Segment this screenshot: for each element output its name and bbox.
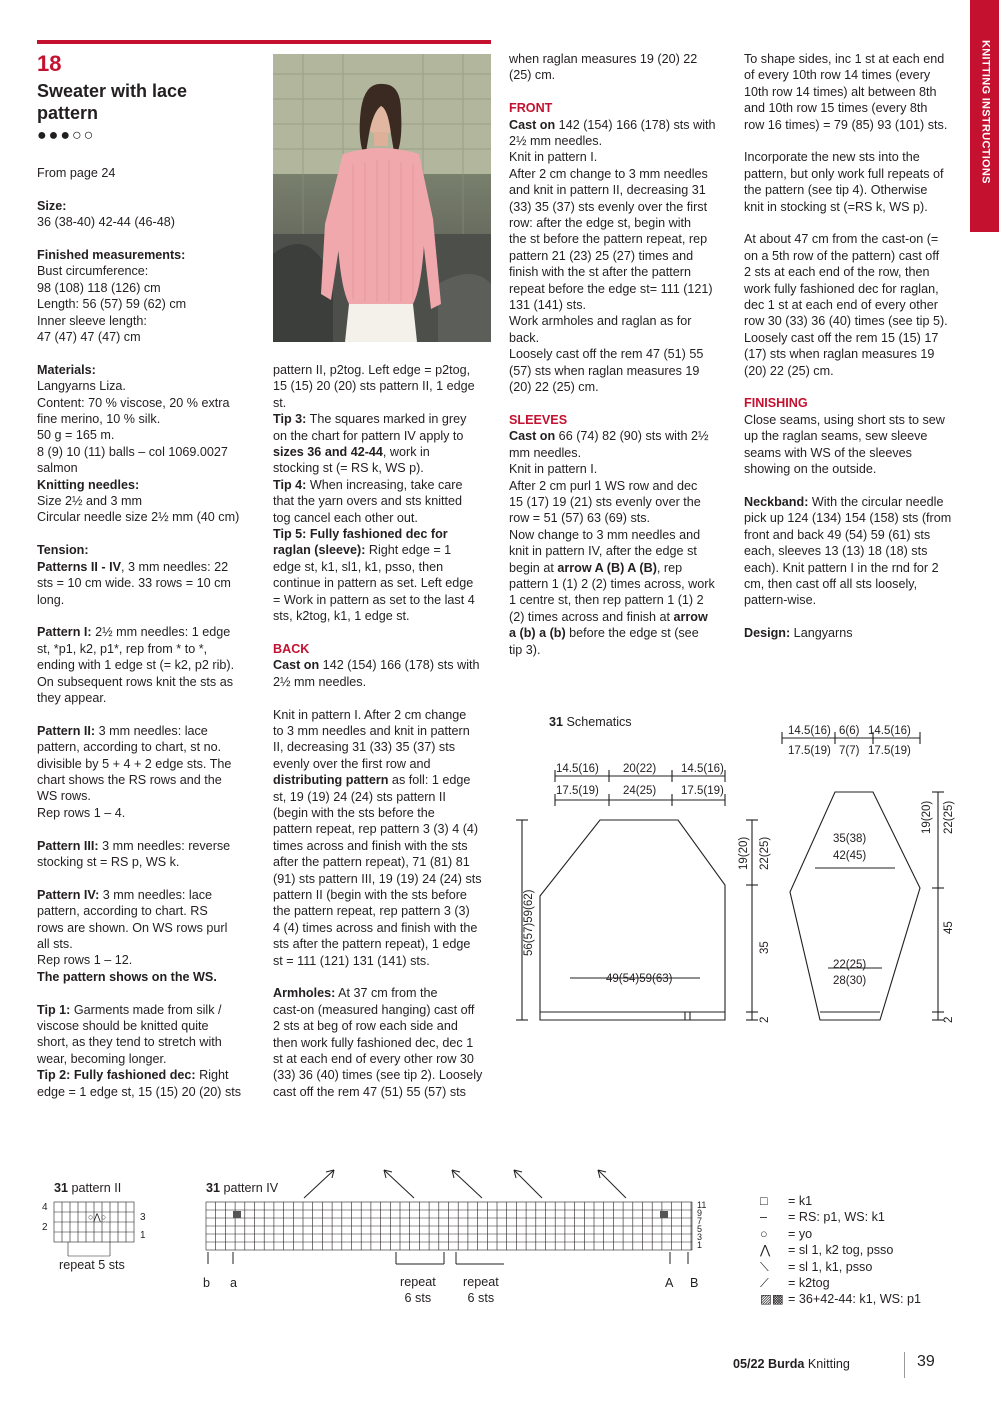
chart-4-marker: B	[690, 1276, 699, 1290]
text-line: 2 sts at each end of the row, then	[744, 265, 930, 280]
text-line: (33) 35 (37) sts evenly over the first	[509, 199, 708, 214]
text-line: 10th row 14 times) alt between 8th	[744, 84, 937, 99]
dim-label: 14.5(16)	[681, 763, 724, 775]
dim-label: 56(57)59(62)	[523, 889, 535, 956]
text-line: distributing pattern as foll: 1 edge	[273, 773, 471, 788]
tip-1-line: wear, becoming longer.	[37, 1051, 167, 1066]
row-number: 9	[697, 1208, 703, 1218]
armholes-line: cast-on (measured hanging) cast off	[273, 1002, 475, 1017]
dim-label: 17.5(19)	[788, 745, 831, 757]
pattern-2-line: divisible by 5 + 4 + 2 edge sts. The	[37, 756, 232, 771]
text-line: st, 19 (19) 24 (24) sts pattern II	[273, 789, 446, 804]
pattern-2-line: Rep rows 1 – 4.	[37, 805, 126, 820]
legend-item	[760, 1275, 921, 1291]
text-line: the pattern (see tip 4). Otherwise	[744, 183, 928, 198]
neckband-line: pattern-wise.	[744, 593, 817, 608]
materials-line: fine merino, 10 % silk.	[37, 412, 161, 427]
text-line: 2½ mm needles.	[273, 674, 367, 689]
page-number: 39	[917, 1353, 935, 1370]
dim-label: 28(30)	[833, 975, 867, 987]
pattern-4-line: Rep rows 1 – 12.	[37, 953, 133, 968]
neckband-line: each). Knit pattern I in the rnd for 2	[744, 560, 939, 575]
neckband-line: front and back 49 (54) 59 (61) sts	[744, 527, 931, 542]
text-line: knit in stocking st (=RS k, WS p).	[744, 199, 928, 214]
text-line: times across and finish with the sts	[273, 838, 468, 853]
tension-line: Patterns II - IV, 3 mm needles: 22	[37, 559, 229, 574]
dim-label: 22(25)	[833, 959, 867, 971]
text-line: (91) sts pattern III, 19 (19) 24 (24) sts	[273, 871, 482, 886]
row-number: 3	[697, 1232, 703, 1242]
text-line: repeat before the edge st= 111 (121)	[509, 281, 713, 296]
tip-5-line: continue in pattern as set. Left edge	[273, 576, 474, 591]
column-3	[509, 51, 734, 658]
text-line: knit in pattern IV, after the edge st	[509, 544, 697, 559]
chart-4-marker: A	[665, 1276, 674, 1290]
text-line: 1 centre st, then rep pattern 1 (1) 2	[509, 593, 704, 608]
dim-label: 45	[943, 921, 955, 934]
legend-item	[760, 1291, 921, 1307]
armholes-line: cast off the rem 47 (51) 55 (57) sts	[273, 1084, 466, 1099]
row-number: 2	[42, 1222, 48, 1233]
text-line: Now change to 3 mm needles and	[509, 527, 701, 542]
text-line: st = 111 (121) 131 (141) sts.	[273, 953, 430, 968]
chart-4-repeat: repeat 6 sts	[463, 1275, 499, 1306]
dim-label: 42(45)	[833, 850, 867, 862]
bust-label: Bust circumference:	[37, 264, 149, 279]
chart-4-repeat: repeat 6 sts	[400, 1275, 436, 1306]
tip-4-line: that the yarn overs and sts knitted	[273, 494, 463, 509]
footer-divider	[904, 1352, 905, 1378]
legend-symbol: ○	[760, 1226, 768, 1241]
tip-3-line: stocking st (= RS k, WS p).	[273, 461, 424, 476]
legend-item	[760, 1259, 921, 1275]
legend-item	[760, 1242, 921, 1258]
legend-item	[760, 1226, 921, 1242]
legend-symbol: ⟋	[760, 1276, 769, 1291]
back-cast-on: Cast on 142 (154) 166 (178) sts with	[273, 658, 480, 673]
dim-label: 17.5(19)	[681, 785, 724, 797]
tip-5-line: Tip 5: Fully fashioned dec for	[273, 527, 448, 542]
text-line: pattern II (begin with the sts before	[273, 887, 467, 902]
text-line: row: after the edge st, begin with	[509, 216, 692, 231]
tip-2-line: edge = 1 edge st, 15 (15) 20 (20) sts	[37, 1084, 242, 1099]
text-line: After 2 cm purl 1 WS row and dec	[509, 478, 698, 493]
chart-4-title: 31 pattern IV	[206, 1181, 279, 1195]
text-line: (57) sts when raglan measures 19	[509, 363, 700, 378]
text-line: begin at arrow A (B) A (B), rep	[509, 560, 683, 575]
bust-value: 98 (108) 118 (126) cm	[37, 280, 161, 295]
section-tab-label: KNITTING INSTRUCTIONS	[979, 40, 992, 184]
text-line: tip 3).	[509, 642, 541, 657]
text-line: on a 5th row of the pattern) cast off	[744, 248, 940, 263]
sleeves-cast-on: Cast on 66 (74) 82 (90) sts with 2½	[509, 429, 709, 444]
column-2	[273, 362, 498, 1100]
tip-5-line: edge st, k1, sl1, k1, psso, then	[273, 559, 444, 574]
dim-label: 17.5(19)	[868, 745, 911, 757]
difficulty-rating: ●●●○○	[37, 127, 96, 144]
text-line: after the pattern repeat), 71 (81) 81	[273, 855, 470, 870]
legend-symbol: –	[760, 1210, 768, 1225]
from-page: From page 24	[37, 166, 116, 180]
neckband-line: pick up 124 (134) 154 (158) sts (from	[744, 511, 952, 526]
text-line: At about 47 cm from the cast-on (=	[744, 232, 939, 247]
neckband-line: Neckband: With the circular needle	[744, 494, 944, 509]
dim-label: 17.5(19)	[556, 785, 599, 797]
armholes-line: (33) 36 (40) times (see tip 2). Loosely	[273, 1068, 483, 1083]
text-line: sts after the pattern repeat), 1 edge	[273, 937, 471, 952]
dim-label: 2	[759, 1016, 771, 1023]
pattern-1-line: Pattern I: 2½ mm needles: 1 edge	[37, 625, 231, 640]
text-line: of every 10th row 14 times (every	[744, 68, 931, 83]
armholes-line: st at each end of every other row 30	[273, 1052, 474, 1067]
chart-4-marker: b	[203, 1276, 211, 1290]
dim-label: 19(20)	[738, 836, 750, 870]
tip-5-line: sts, k2tog, k1, 1 edge st.	[273, 609, 410, 624]
body-outline	[540, 820, 725, 1020]
pattern-1-line: On subsequent rows knit the sts as	[37, 674, 234, 689]
needles-line: Size 2½ and 3 mm	[37, 494, 142, 509]
text-line: Knit in pattern I.	[509, 150, 598, 165]
legend-text: = RS: p1, WS: k1	[788, 1210, 885, 1225]
dim-label: 22(25)	[759, 836, 771, 870]
front-heading: FRONT	[509, 101, 553, 116]
legend-symbol: ▨▩	[760, 1292, 784, 1307]
inner-sleeve-label: Inner sleeve length:	[37, 313, 147, 328]
pattern-2-line: Pattern II: 3 mm needles: lace	[37, 723, 208, 738]
armholes-line: Armholes: At 37 cm from the	[273, 986, 438, 1001]
pattern-2-line: WS rows.	[37, 789, 91, 804]
materials-line: Langyarns Liza.	[37, 379, 126, 394]
legend-item	[760, 1193, 921, 1209]
pattern-3-line: Pattern III: 3 mm needles: reverse	[37, 838, 231, 853]
row-number: 3	[140, 1212, 146, 1223]
text-line: dec 1 st at each end of every other	[744, 298, 938, 313]
tension-line: sts = 10 cm wide. 33 rows = 10 cm	[37, 576, 231, 591]
column-1	[37, 165, 262, 1100]
finished-label: Finished measurements:	[37, 248, 186, 262]
text-line: pattern II, p2tog. Left edge = p2tog,	[273, 363, 471, 377]
dim-label: 19(20)	[921, 800, 933, 834]
text-line: pattern 21 (23) 25 (27) times and	[509, 248, 694, 263]
pattern-1-line: st, *p1, k2, p1*, rep from * to *,	[37, 641, 208, 656]
text-line: 131 (141) sts.	[509, 298, 587, 313]
tip-1-line: Tip 1: Garments made from silk /	[37, 1002, 222, 1017]
text-line: Knit in pattern I. After 2 cm change	[273, 707, 467, 722]
text-line: seams with WS of the sleeves	[744, 445, 912, 460]
dim-label: 14.5(16)	[556, 763, 599, 775]
size-label: Size:	[37, 198, 67, 213]
materials-line: salmon	[37, 461, 78, 476]
text-line: II, decreasing 31 (33) 35 (37) sts	[273, 740, 456, 755]
pattern-4-line: pattern, according to chart. RS	[37, 904, 208, 919]
column-4	[744, 51, 966, 642]
legend-text: = k1	[788, 1194, 813, 1208]
row-number: 7	[697, 1216, 703, 1226]
tip-4-line: Tip 4: When increasing, take care	[273, 477, 463, 492]
needles-label: Knitting needles:	[37, 477, 140, 492]
pattern-2-line: pattern, according to chart, st no.	[37, 740, 222, 755]
inner-sleeve-value: 47 (47) 47 (47) cm	[37, 330, 141, 345]
materials-line: 8 (9) 10 (11) balls – col 1069.0027	[37, 444, 228, 459]
header-rule	[37, 40, 491, 44]
legend-text: = k2tog	[788, 1276, 830, 1291]
text-line: st.	[273, 395, 287, 410]
needles-line: Circular needle size 2½ mm (40 cm)	[37, 510, 240, 525]
text-line: To shape sides, inc 1 st at each end	[744, 52, 945, 66]
tip-5-line: raglan (sleeve): Right edge = 1	[273, 543, 452, 558]
dim-label: 7(7)	[839, 745, 860, 757]
text-line: 4 (4) times across and finish with the	[273, 920, 478, 935]
text-line: Loosely cast off the rem 15 (15) 17	[744, 330, 939, 345]
pattern-4-line: rows are shown. On WS rows purl	[37, 920, 228, 935]
text-line: when raglan measures 19 (20) 22	[509, 52, 698, 66]
front-cast-on: Cast on 142 (154) 166 (178) sts with	[509, 117, 716, 132]
text-line: and 10th row 15 times (every 8th	[744, 101, 928, 116]
svg-text:○⋀○: ○⋀○	[88, 1212, 107, 1222]
text-line: row 30 (33) 36 (40) times (see tip 5).	[744, 314, 948, 329]
dim-label: 49(54)59(63)	[606, 973, 673, 985]
pattern-number: 18	[37, 51, 62, 76]
schematics-title: 31 Schematics	[549, 715, 632, 729]
chart-legend	[760, 1193, 921, 1308]
text-line: 2½ mm needles.	[509, 134, 603, 149]
text-line: mm needles.	[509, 445, 582, 460]
text-line: 15 (15) 20 (20) sts pattern II, 1 edge	[273, 379, 475, 394]
text-line: After 2 cm change to 3 mm needles	[509, 166, 708, 181]
sleeves-heading: SLEEVES	[509, 412, 568, 427]
text-line: row = 51 (57) 63 (69) sts.	[509, 511, 651, 526]
tip-1-line: viscose should be knitted quite	[37, 1018, 209, 1033]
tension-label: Tension:	[37, 543, 89, 558]
legend-text: = yo	[788, 1226, 813, 1241]
tip-3-line: sizes 36 and 42-44, work in	[273, 445, 430, 460]
text-line: Incorporate the new sts into the	[744, 150, 920, 165]
materials-line: Content: 70 % viscose, 20 % extra	[37, 395, 230, 410]
legend-text: = sl 1, k1, psso	[788, 1259, 873, 1274]
text-line: the pattern repeat, rep pattern 3 (3)	[273, 904, 470, 919]
materials-line: 50 g = 165 m.	[37, 428, 115, 443]
chart-2-title: 31 pattern II	[54, 1181, 122, 1195]
text-line: Loosely cast off the rem 47 (51) 55	[509, 347, 704, 362]
length-value: Length: 56 (57) 59 (62) cm	[37, 297, 187, 312]
text-line: pattern, but only work full repeats of	[744, 166, 944, 181]
back-heading: BACK	[273, 641, 310, 656]
text-line: and knit in pattern II, decreasing 31	[509, 183, 706, 198]
legend-text: = sl 1, k2 tog, psso	[788, 1243, 894, 1258]
legend-symbol: □	[760, 1194, 768, 1208]
text-line: (begin with the sts before the	[273, 805, 435, 820]
dim-label: 14.5(16)	[868, 725, 911, 737]
text-line: pattern 1 (1) 2 (2) times across, work	[509, 576, 715, 591]
neckband-line: cm, then cast off all sts loosely,	[744, 576, 918, 591]
footer-issue: 05/22 Burda Knitting	[733, 1357, 850, 1371]
text-line: row 16 times) = 79 (85) 93 (101) sts.	[744, 117, 948, 132]
text-line: (20) 22 (25) cm.	[509, 380, 599, 395]
legend-symbol: ⟍	[760, 1259, 769, 1274]
text-line: a (b) a (b) before the edge st (see	[509, 626, 699, 641]
finishing-heading: FINISHING	[744, 396, 808, 411]
legend-item	[760, 1209, 921, 1225]
schematics-diagram	[510, 720, 970, 1030]
row-number: 5	[697, 1224, 703, 1234]
text-line: up the raglan seams, sew sleeve	[744, 429, 928, 444]
neckband-line: each, sleeves 13 (13) 18 (18) sts	[744, 544, 928, 559]
chart-4	[200, 1164, 720, 1276]
text-line: showing on the outside.	[744, 462, 877, 477]
tip-3-line: on the chart for pattern IV apply to	[273, 428, 464, 443]
row-number: 4	[42, 1202, 48, 1213]
pattern-3-line: stocking st = RS p, WS k.	[37, 854, 180, 869]
pattern-4-line: The pattern shows on the WS.	[37, 969, 217, 984]
design-credit: Design: Langyarns	[744, 626, 853, 641]
text-line: Close seams, using short sts to sew	[744, 412, 945, 427]
dim-label: 35(38)	[833, 833, 867, 845]
text-line: evenly over the first row and	[273, 756, 431, 771]
armholes-line: then work fully fashioned dec, dec 1	[273, 1035, 474, 1050]
tip-3-line: Tip 3: The squares marked in grey	[273, 412, 467, 427]
text-line: work fully fashioned dec for raglan,	[744, 281, 939, 296]
text-line: Work armholes and raglan as for	[509, 314, 692, 329]
tip-1-line: short, as they tend to stretch with	[37, 1035, 222, 1050]
legend-symbol: ⋀	[760, 1243, 771, 1258]
row-number: 11	[697, 1200, 707, 1210]
tip-2-line: Tip 2: Fully fashioned dec: Right	[37, 1068, 229, 1083]
dim-label: 22(25)	[943, 800, 955, 834]
text-line: 15 (17) 19 (21) sts evenly over the	[509, 494, 701, 509]
text-line: Knit in pattern I.	[509, 462, 598, 477]
tension-line: long.	[37, 592, 65, 607]
model-photo-illustration	[273, 54, 491, 342]
dim-label: 24(25)	[623, 785, 657, 797]
dim-label: 20(22)	[623, 763, 657, 775]
text-line: the st before the pattern repeat, rep	[509, 232, 708, 247]
tip-4-line: tog cancel each other out.	[273, 510, 418, 525]
armholes-line: 2 sts at beg of row each side and	[273, 1019, 458, 1034]
dim-label: 2	[943, 1016, 955, 1023]
pattern-4-line: all sts.	[37, 936, 73, 951]
chart-2-repeat: repeat 5 sts	[59, 1258, 125, 1272]
text-line: (2) times across and finish at arrow	[509, 609, 708, 624]
chart-4-marker: a	[230, 1276, 238, 1290]
tip-5-line: = Work in pattern as set to the last 4	[273, 592, 475, 607]
pattern-1-line: they appear.	[37, 690, 107, 705]
text-line: back.	[509, 330, 540, 345]
pattern-1-line: ending with 1 edge st (= k2, p2 rib).	[37, 658, 235, 673]
model-photo	[273, 54, 491, 342]
pattern-2-line: chart shows the RS rows and the	[37, 772, 222, 787]
legend-text: = 36+42-44: k1, WS: p1	[788, 1292, 922, 1307]
text-line: (20) 22 (25) cm.	[744, 363, 834, 378]
row-number: 1	[140, 1230, 146, 1241]
materials-label: Materials:	[37, 362, 96, 377]
text-line: pattern repeat, rep pattern 3 (3) 4 (4)	[273, 822, 479, 837]
dim-label: 6(6)	[839, 725, 860, 737]
pattern-title: Sweater with lace pattern	[37, 81, 188, 123]
row-number: 1	[697, 1240, 703, 1250]
text-line: (25) cm.	[509, 68, 556, 83]
section-tab	[970, 0, 999, 232]
text-line: finish with the st after the pattern	[509, 265, 692, 280]
text-line: (17) sts when raglan measures 19	[744, 347, 935, 362]
pattern-4-line: Pattern IV: 3 mm needles: lace	[37, 887, 212, 902]
dim-label: 14.5(16)	[788, 725, 831, 737]
text-line: to 3 mm needles and knit in pattern	[273, 723, 470, 738]
dim-label: 35	[759, 941, 771, 954]
size-value: 36 (38-40) 42-44 (46-48)	[37, 215, 175, 230]
